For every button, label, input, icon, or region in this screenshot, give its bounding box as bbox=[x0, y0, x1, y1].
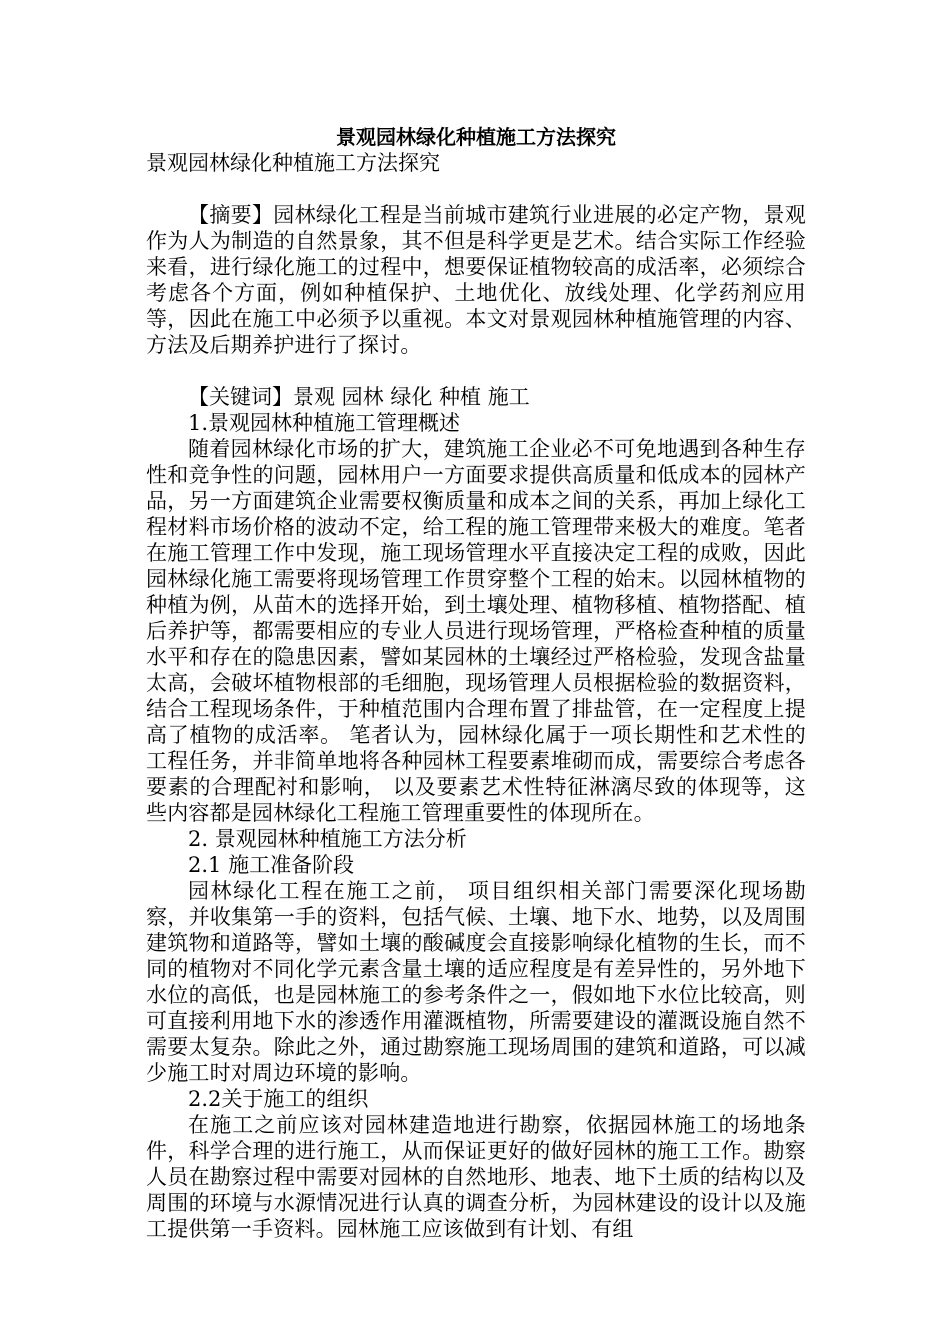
blank-line bbox=[146, 176, 806, 202]
section-2-heading: 2. 景观园林种植施工方法分析 bbox=[188, 827, 467, 851]
keywords-line: 【关键词】景观 园林 绿化 种植 施工 bbox=[188, 385, 530, 409]
document-title: 景观园林绿化种植施工方法探究 bbox=[336, 125, 616, 149]
section-2-1-paragraph: 园林绿化工程在施工之前， 项目组织相关部门需要深化现场勘察，并收集第一手的资料，包括气候、土壤、地下水、地势，以及周围建筑物和道路等，譬如土壤的酸碱度会直接影响绿化植物的生长，而不同的植物对不同化学元素含量土壤的适应程度是有差异性的，另外地下水位的高低，也是园林施工的参考条件之一，假如地下水位比较高，则可直接利用地下水的渗透作用灌溉植物，所需要建设的灌溉设施自然不需要太复杂。除此之外，通过勘察施工现场周围的建筑和道路，可以减少施工时对周边环境的影响。 bbox=[146, 879, 806, 1085]
section-2-2-paragraph: 在施工之前应该对园林建造地进行勘察，依据园林施工的场地条件，科学合理的进行施工，从而保证更好的做好园林的施工工作。勘察人员在勘察过程中需要对园林的自然地形、地表、地下土质的结构以及周围的环境与水源情况进行认真的调查分析，为园林建设的设计以及施工提供第一手资料。园林施工应该做到有计划、有组 bbox=[146, 1113, 806, 1241]
abstract-paragraph: 【摘要】园林绿化工程是当前城市建筑行业进展的必定产物，景观作为人为制造的自然景象，其不但是科学更是艺术。结合实际工作经验来看，进行绿化施工的过程中，想要保证植物较高的成活率，必须综合考虑各个方面，例如种植保护、土地优化、放线处理、化学药剂应用等，因此在施工中必须予以重视。本文对景观园林种植施管理的内容、方法及后期养护进行了探讨。 bbox=[146, 203, 806, 357]
section-1-heading: 1.景观园林种植施工管理概述 bbox=[188, 411, 461, 435]
blank-line bbox=[146, 358, 806, 384]
document-page bbox=[146, 124, 806, 1242]
document-subtitle: 景观园林绿化种植施工方法探究 bbox=[146, 151, 440, 175]
section-2-1-heading: 2.1 施工准备阶段 bbox=[188, 853, 355, 877]
section-1-paragraph: 随着园林绿化市场的扩大，建筑施工企业必不可免地遇到各种生存性和竞争性的问题，园林用户一方面要求提供高质量和低成本的园林产品，另一方面建筑企业需要权衡质量和成本之间的关系，再加上绿化工程材料市场价格的波动不定，给工程的施工管理带来极大的难度。笔者在施工管理工作中发现，施工现场管理水平直接决定工程的成败，因此园林绿化施工需要将现场管理工作贯穿整个工程的始末。以园林植物的种植为例，从苗木的选择开始，到土壤处理、植物移植、植物搭配、植后养护等，都需要相应的专业人员进行现场管理，严格检查种植的质量水平和存在的隐患因素，譬如某园林的土壤经过严格检验，发现含盐量太高，会破坏植物根部的毛细胞，现场管理人员根据检验的数据资料，结合工程现场条件，于种植范围内合理布置了排盐管，在一定程度上提高了植物的成活率。 笔者认为，园林绿化属于一项长期性和艺术性的工程任务，并非简单地将各种园林工程要素堆砌而成，需要综合考虑各要素的合理配衬和影响， 以及要素艺术性特征淋漓尽致的体现等，这些内容都是园林绿化工程施工管理重要性的体现所在。 bbox=[146, 437, 806, 825]
section-2-2-heading: 2.2关于施工的组织 bbox=[188, 1087, 369, 1111]
